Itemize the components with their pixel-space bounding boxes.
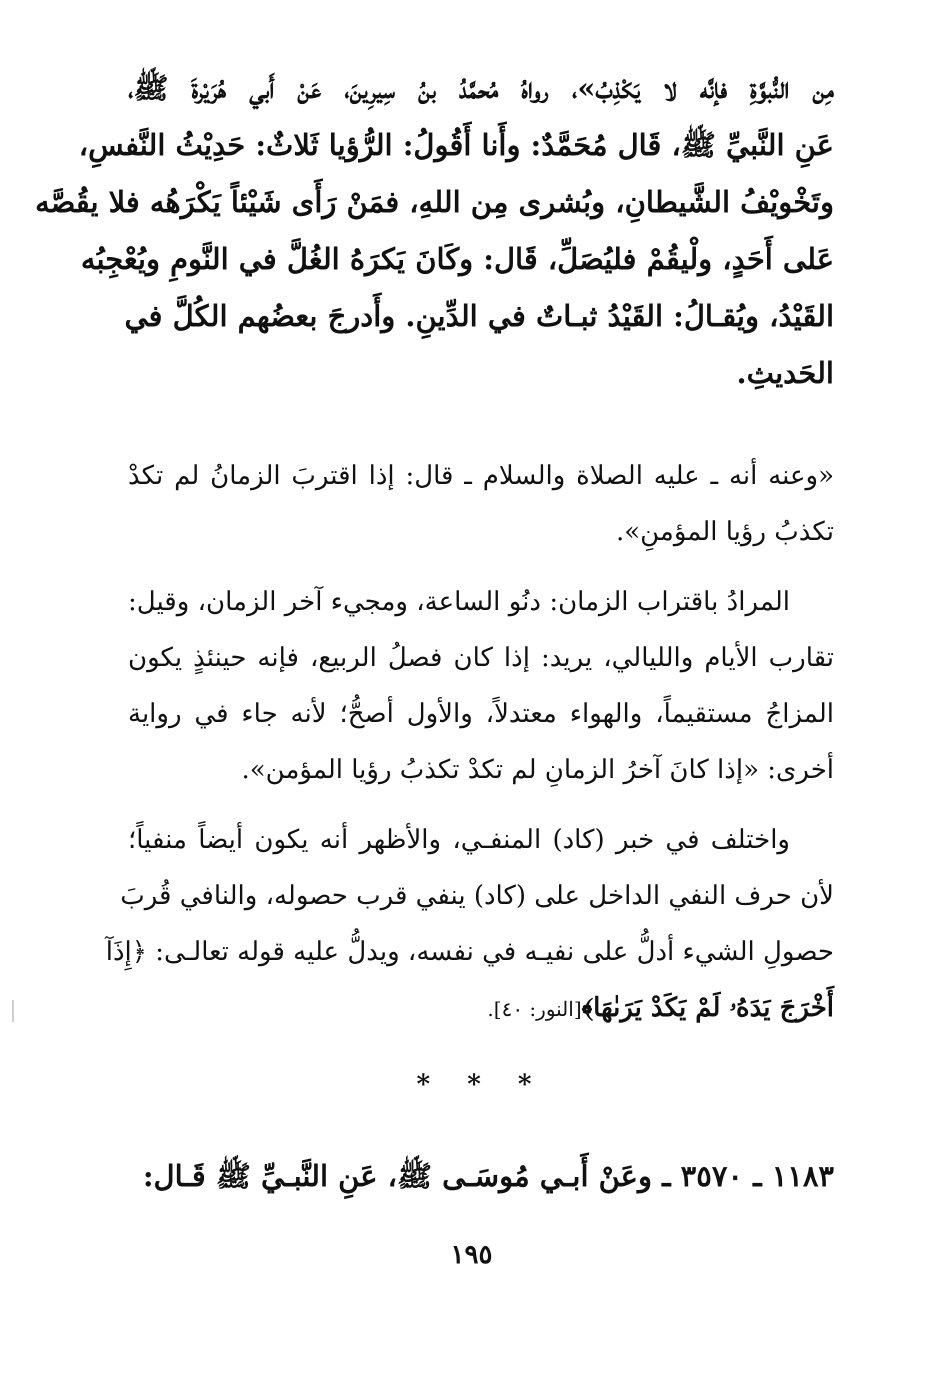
hadith-heading: ١١٨٣ ـ ٣٥٧٠ ـ وعَنْ أَبـي مُوسَـى ﷺ، عَنِ النَّبـيِّ ﷺ قَـال: [142, 1159, 834, 1193]
text-line: عَلى أَحَدٍ، ولْيقُمْ فليُصَلِّ، قَال: وكَانَ يَكرَهُ الغُلَّ في النَّومِ ويُعْجِبُه [80, 242, 834, 276]
section-separator: * * * [416, 1070, 546, 1100]
text-line: مِن النُّبوَّةِ فإنَّه لا يَكْذِبُ»، رواهُ مُحمَّدُ بنُ سِيرِينَ، عَنْ أَبي هُرَيْرةَ ﷺ، [128, 71, 834, 105]
text-line: «وعنه أنه ـ عليه الصلاة والسلام ـ قال: إذا اقتربَ الزمانُ لم تكدْ [128, 461, 834, 491]
text-line: الحَديثِ. [736, 356, 834, 390]
scan-mark [12, 1000, 14, 1022]
quran-verse: أَخْرَجَ يَدَهُۥ لَمْ يَكَدْ يَرَىٰهَا﴾ [581, 993, 834, 1023]
text-line: وتَخْويْفُ الشَّيطانِ، وبُشرى مِن اللهِ، فمَنْ رَأَى شَيْئاً يَكْرَهُه فلا يقُصَّه [35, 185, 834, 219]
text-line: واختلف في خبر (كاد) المنفـي، والأظهر أنه يكون أيضاً منفياً؛ [128, 825, 790, 855]
explanation-paragraph [128, 574, 834, 798]
sura-reference: [النور: ٤٠]. [487, 997, 582, 1021]
grammar-paragraph [105, 812, 834, 1037]
text-line: عَنِ النَّبيِّ ﷺ، قَال مُحَمَّدٌ: وأَنا أَقُولُ: الرُّؤيا ثَلاثٌ: حَدِيْثُ النَّفسِ، [78, 128, 834, 162]
narration-paragraph [128, 448, 834, 560]
text-line: أخرى: «إذا كانَ آخرُ الزمانِ لم تكدْ تكذبُ رؤيا المؤمن». [241, 755, 834, 785]
page-body [35, 60, 834, 1201]
text-line: القَيْدُ، ويُقـالُ: القَيْدُ ثبـاتٌ في الدِّينِ. وأَدرجَ بعضُهم الكُلَّ في [124, 299, 834, 333]
text-line [128, 980, 834, 1037]
page-number: ١٩٥ [450, 1240, 493, 1270]
text-line: تكذبُ رؤيا المؤمنِ». [615, 517, 834, 547]
text-line: حصولِ الشيء أدلُّ على نفيـه في نفسه، ويدلُّ عليه قوله تعالـى: ﴿إِذَآ [105, 937, 834, 967]
text-line: المزاجُ مستقيماً، والهواء معتدلاً، والأول أصحُّ؛ لأنه جاء في رواية [128, 699, 834, 729]
text-line: لأن حرف النفي الداخل على (كاد) ينفي قرب حصوله، والنافي قُربَ [120, 881, 834, 911]
text-line: تقارب الأيام والليالي، يريد: إذا كان فصلُ الربيع، فإنه حينئذٍ يكون [128, 643, 834, 673]
hadith-commentary-paragraph [35, 60, 834, 402]
text-line: المرادُ باقتراب الزمان: دنُو الساعة، ومجيء آخر الزمان، وقيل: [128, 587, 790, 617]
